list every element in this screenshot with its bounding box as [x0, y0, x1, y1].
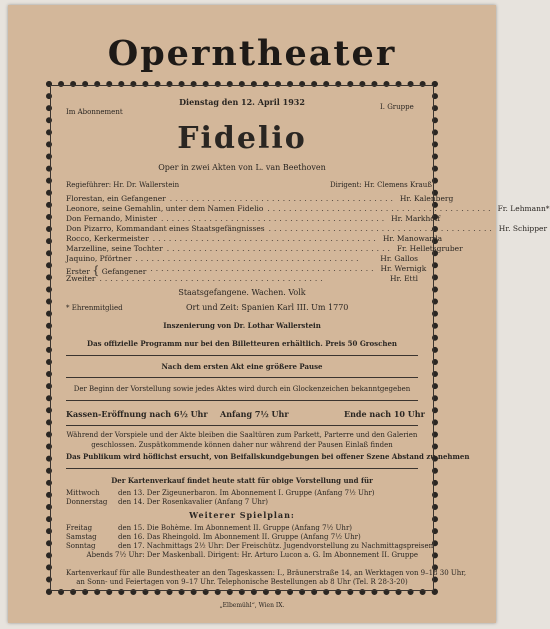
- cast-row: Erster { Gefangener .......................................... Hr. Wernigk: [66, 264, 427, 277]
- presale-day: Donnerstag: [66, 498, 108, 506]
- schedule-entry: Abends 7½ Uhr: Der Maskenball. Dirigent: Hr. Arturo Lucon a. G. Im Abonnement II. Gruppe: [86, 551, 418, 559]
- presale-heading: Der Kartenverkauf findet heute statt für obige Vorstellung und für: [111, 476, 373, 485]
- applause-notice: Das Publikum wird höflichst ersucht, von Beifallskundgebungen bei offener Szene Abstand zu nehmen: [66, 452, 470, 461]
- schedule-day: Freitag: [66, 524, 93, 532]
- program-note: Das offizielle Programm nur bei den Billetteuren erhältlich. Preis 50 Groschen: [87, 339, 397, 348]
- bell-note: Der Beginn der Vorstellung sowie jedes Aktes wird durch ein Glockenzeichen bekanntgegeben: [73, 385, 411, 393]
- divider: [66, 425, 418, 426]
- divider: [66, 377, 418, 378]
- presale-entry: den 13. Der Zigeunerbaron. Im Abonnement I. Gruppe (Anfang 7½ Uhr): [118, 489, 375, 497]
- cast-row: Zweiter .......................................... Hr. Ettl: [66, 274, 418, 283]
- end-time: Ende nach 10 Uhr: [344, 409, 425, 419]
- schedule-title: Weiterer Spielplan:: [189, 510, 295, 520]
- schedule-entry: den 17. Nachmittags 2½ Uhr: Der Freischütz. Jugendvorstellung zu Nachmittagspreisen: [118, 542, 434, 550]
- printer-imprint: „Elbemühl“, Wien IX.: [219, 602, 285, 609]
- playbill-paper: [8, 5, 550, 623]
- group-label: I. Gruppe: [380, 103, 414, 111]
- door-notice: Während der Vorspiele und der Akte bleiben die Saaltüren zum Parkett, Parterre und den Galerien geschlossen. Zuspätkommende können daher nur während der Pausen Einlaß finden: [66, 431, 418, 449]
- chorus-line: Staatsgefangene. Wachen. Volk: [178, 288, 306, 297]
- schedule-entry: den 15. Die Bohème. Im Abonnement II. Gruppe (Anfang 7½ Uhr): [118, 524, 353, 532]
- divider: [66, 355, 418, 356]
- cast-row: Leonore, seine Gemahlin, unter dem Namen Fidelio .......................................... Fr. Lehmann*: [66, 204, 550, 213]
- staging-credit: Inszenierung von Dr. Lothar Wallerstein: [163, 321, 321, 330]
- cast-row: Florestan, ein Gefangener .......................................... Hr. Kalenberg: [66, 194, 454, 203]
- presale-day: Mittwoch: [66, 489, 100, 497]
- cast-row: Rocco, Kerkermeister .......................................... Hr. Manowarda: [66, 234, 443, 243]
- cast-row: Don Fernando, Minister .......................................... Hr. Markhoff: [66, 214, 441, 223]
- divider: [66, 468, 418, 469]
- box-office-time: Kassen-Eröffnung nach 6½ Uhr: [66, 409, 208, 419]
- director-credit: Regieführer: Hr. Dr. Wallerstein: [66, 181, 180, 189]
- opera-subtitle: Oper in zwei Akten von L. van Beethoven: [158, 163, 326, 172]
- footer-line: Kartenverkauf für alle Bundestheater an den Tageskassen: I., Bräunerstraße 14, an Werktagen von 9–18 30 Uhr,: [66, 569, 467, 577]
- presale-entry: den 14. Der Rosenkavalier (Anfang 7 Uhr): [118, 498, 268, 506]
- subscription-label: Im Abonnement: [66, 108, 123, 116]
- event-date: Dienstag den 12. April 1932: [179, 97, 305, 107]
- footer-line: an Sonn- und Feiertagen von 9–17 Uhr. Telephonische Bestellungen ab 8 Uhr (Tel. R 28-3-20): [76, 578, 408, 586]
- honorary-note: * Ehrenmitglied: [66, 304, 123, 312]
- schedule-entry: den 16. Das Rheingold. Im Abonnement II. Gruppe (Anfang 7½ Uhr): [118, 533, 361, 541]
- cast-row: Don Pizarro, Kommandant eines Staatsgefängnisses .......................................... Hr. Schipper: [66, 224, 548, 233]
- page-title: Operntheater: [107, 33, 397, 74]
- setting-line: Ort und Zeit: Spanien Karl III. Um 1770: [186, 303, 349, 312]
- schedule-day: Sonntag: [66, 542, 96, 550]
- cast-row: Jaquino, Pförtner .......................................... Hr. Gallos: [66, 254, 418, 263]
- start-time: Anfang 7½ Uhr: [220, 409, 289, 419]
- cast-row: Marzelline, seine Tochter .......................................... Fr. Helletsgruber: [66, 244, 463, 253]
- divider: [66, 400, 418, 401]
- pause-note: Nach dem ersten Akt eine größere Pause: [161, 362, 323, 371]
- opera-title: Fidelio: [177, 121, 307, 156]
- conductor-credit: Dirigent: Hr. Clemens Krauß: [330, 181, 432, 189]
- schedule-day: Samstag: [66, 533, 97, 541]
